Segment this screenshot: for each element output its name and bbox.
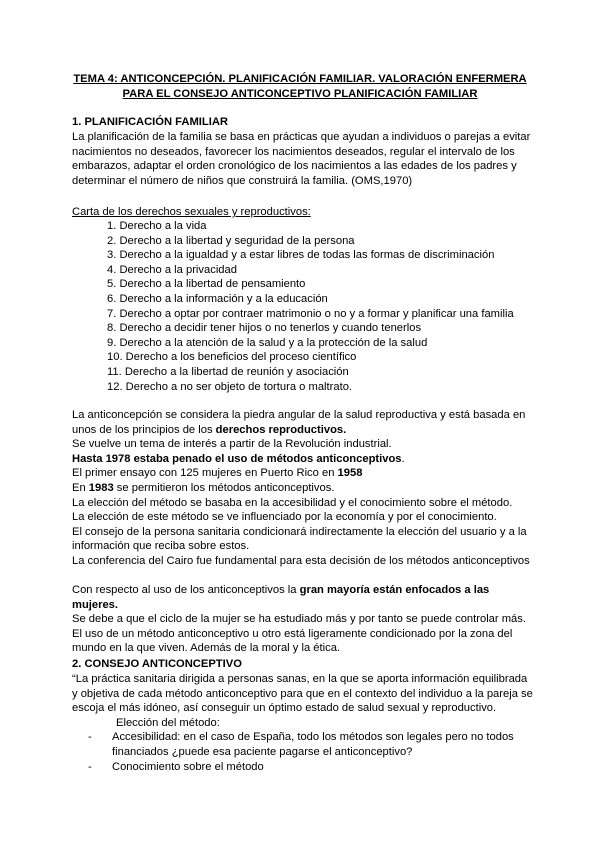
- list-item: 5. Derecho a la libertad de pensamiento: [107, 278, 306, 291]
- list-item: 2. Derecho a la libertad y seguridad de la persona: [107, 234, 355, 247]
- bold-text-run: derechos reproductivos.: [215, 423, 347, 436]
- list-item: 4. Derecho a la privacidad: [107, 263, 237, 276]
- quote-paragraph: “La práctica sanitaria dirigida a personas sanas, en la que se aporta información equilibrada y objetiva de cada método anticonceptivo para que en el contexto del individuo a la pareja se escoja el más idóneo, así conseguir un óptimo estado de salud sexual y reproductivo.: [72, 673, 533, 715]
- document-title: [60, 72, 540, 102]
- list-item: 9. Derecho a la atención de la salud y a la protección de la salud: [107, 336, 428, 349]
- bullet-text: Conocimiento sobre el método: [112, 760, 264, 773]
- list-item: 6. Derecho a la información y a la educación: [107, 292, 328, 305]
- text-run: En: [72, 481, 89, 494]
- list-item: 12. Derecho a no ser objeto de tortura o maltrato.: [107, 380, 353, 393]
- bullet-text: Accesibilidad: en el caso de España, todo los métodos son legales pero no todos financiados ¿puede esa paciente pagarse el anticonceptivo?: [112, 731, 514, 758]
- bold-text-run: gran mayoría están enfocados a las mujeres.: [72, 584, 490, 611]
- paragraph-consejo: El consejo de la persona sanitaria condicionará indirectamente la elección del usuario y a la información que reciba sobre estos.: [72, 525, 527, 553]
- bold-text-run: 1983: [88, 481, 114, 494]
- paragraph-zona: El uso de un método anticonceptivo u otro está ligeramente condicionado por la zona del mundo en la que viven. Además de la moral y la ética.: [72, 627, 513, 655]
- list-item: 3. Derecho a la igualdad y a estar libres de todas las formas de discriminación: [107, 249, 495, 262]
- choice-list: [72, 730, 534, 774]
- dash-bullet: -: [88, 760, 92, 773]
- section-1-heading: 1. PLANIFICACIÓN FAMILIAR: [72, 116, 229, 128]
- paragraph-revolucion: Se vuelve un tema de interés a partir de la Revolución industrial.: [72, 438, 392, 451]
- text-run: .: [401, 452, 405, 465]
- paragraph-anticoncepcion: [72, 408, 534, 437]
- paragraph-ciclo: Se debe a que el ciclo de la mujer se ha estudiado más y por tanto se puede controlar más.: [72, 613, 526, 626]
- bold-text-run: 1958: [337, 467, 363, 480]
- choice-label: Elección del método:: [116, 716, 220, 729]
- text-run: Con respecto al uso de los anticonceptivos la: [72, 584, 300, 596]
- title-line-2: PARA EL CONSEJO ANTICONCEPTIVO PLANIFICACIÓN FAMILIAR: [122, 88, 478, 100]
- consejo-block: [72, 672, 534, 774]
- list-item: [72, 760, 534, 775]
- text-run: El primer ensayo con 125 mujeres en Puerto Rico en: [72, 467, 338, 480]
- rights-list: [72, 219, 532, 394]
- list-item: [72, 730, 534, 759]
- list-item: 11. Derecho a la libertad de reunión y asociación: [107, 365, 349, 378]
- definition-paragraph: [72, 130, 534, 188]
- paragraph-1983: [72, 481, 534, 496]
- paragraph-influenciado: La elección de este método se ve influenciado por la economía y por el conocimiento.: [72, 511, 497, 524]
- list-item: 7. Derecho a optar por contraer matrimonio o no y a formar y planificar una familia: [107, 307, 514, 320]
- charter-title: [72, 205, 534, 220]
- dash-bullet: -: [88, 731, 92, 744]
- paragraph-1958: [72, 466, 534, 481]
- text-run: se permitieron los métodos anticonceptivos.: [113, 481, 335, 494]
- paragraph-cairo: La conferencia del Cairo fue fundamental para esta decisión de los métodos anticonceptivos: [72, 554, 530, 567]
- section-2-heading: 2. CONSEJO ANTICONCEPTIVO: [72, 658, 242, 670]
- title-line-1: TEMA 4: ANTICONCEPCIÓN. PLANIFICACIÓN FAMILIAR. VALORACIÓN ENFERMERA: [73, 73, 527, 85]
- text-run: La anticoncepción se considera la piedra angular de la salud reproductiva y está basada en unos de los principios de los: [72, 409, 526, 436]
- list-item: 1. Derecho a la vida: [107, 220, 207, 232]
- list-item: 8. Derecho a decidir tener hijos o no tenerlos y cuando tenerlos: [107, 322, 422, 335]
- paragraph-eleccion: La elección del método se basaba en la accesibilidad y el conocimiento sobre el método.: [72, 496, 513, 509]
- definition-text: La planificación de la familia se basa en prácticas que ayudan a individuos o parejas a evitar nacimientos no deseados, favorecer los nacimientos deseados, regular el intervalo de los embarazos, adaptar el orden cronológico de los nacimientos a las edades de los padres y determinar el número de niños que construirá la familia. (OMS,1970): [72, 131, 531, 187]
- list-item: 10. Derecho a los beneficios del proceso científico: [107, 351, 357, 364]
- bold-text-run: Hasta 1978 estaba penado el uso de métodos anticonceptivos: [72, 452, 402, 465]
- women-block: [72, 583, 534, 656]
- paragraph-mujeres: [72, 583, 534, 612]
- history-block: [72, 408, 534, 569]
- charter-title-text: Carta de los derechos sexuales y reproductivos:: [72, 206, 311, 218]
- paragraph-1978: [72, 452, 534, 467]
